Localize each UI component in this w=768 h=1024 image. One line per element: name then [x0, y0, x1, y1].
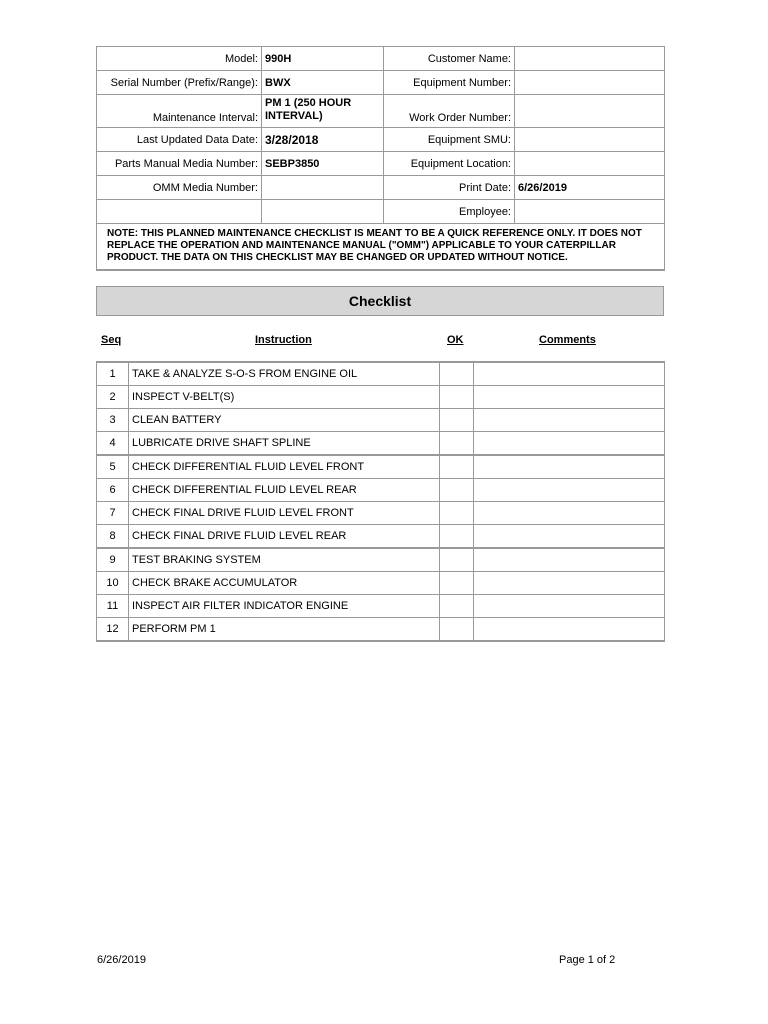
seq-cell: 3	[97, 409, 129, 432]
blank-label	[97, 200, 262, 224]
seq-cell: 12	[97, 618, 129, 642]
comments-column-header: Comments	[539, 334, 596, 346]
seq-cell: 2	[97, 386, 129, 409]
ok-cell[interactable]	[440, 548, 474, 572]
ok-cell[interactable]	[440, 618, 474, 642]
equipment-location-value	[515, 152, 665, 176]
checklist-table	[96, 361, 665, 642]
serial-number-value: BWX	[262, 71, 384, 95]
last-updated-label: Last Updated Data Date:	[97, 128, 262, 152]
note-row	[97, 224, 665, 271]
instruction-cell: CHECK DIFFERENTIAL FLUID LEVEL REAR	[129, 479, 440, 502]
table-row	[97, 455, 665, 479]
instruction-cell: CHECK BRAKE ACCUMULATOR	[129, 572, 440, 595]
comments-cell[interactable]	[474, 479, 665, 502]
parts-manual-label: Parts Manual Media Number:	[97, 152, 262, 176]
instruction-cell: CHECK FINAL DRIVE FLUID LEVEL FRONT	[129, 502, 440, 525]
comments-cell[interactable]	[474, 595, 665, 618]
instruction-cell: INSPECT AIR FILTER INDICATOR ENGINE	[129, 595, 440, 618]
ok-cell[interactable]	[440, 572, 474, 595]
info-row	[97, 128, 665, 152]
info-row	[97, 47, 665, 71]
instruction-cell: CHECK FINAL DRIVE FLUID LEVEL REAR	[129, 525, 440, 549]
checklist-title: Checklist	[96, 286, 664, 316]
maintenance-interval-value: PM 1 (250 HOUR INTERVAL)	[262, 95, 384, 128]
maintenance-interval-label: Maintenance Interval:	[97, 95, 262, 128]
instruction-cell: CLEAN BATTERY	[129, 409, 440, 432]
ok-cell[interactable]	[440, 479, 474, 502]
equipment-smu-label: Equipment SMU:	[384, 128, 515, 152]
ok-column-header: OK	[447, 334, 464, 346]
comments-cell[interactable]	[474, 525, 665, 549]
comments-cell[interactable]	[474, 409, 665, 432]
last-updated-value: 3/28/2018	[262, 128, 384, 152]
table-row	[97, 572, 665, 595]
seq-cell: 7	[97, 502, 129, 525]
customer-name-label: Customer Name:	[384, 47, 515, 71]
comments-cell[interactable]	[474, 386, 665, 409]
ok-cell[interactable]	[440, 502, 474, 525]
seq-cell: 4	[97, 432, 129, 456]
seq-column-header: Seq	[101, 334, 122, 346]
table-row	[97, 618, 665, 642]
work-order-number-label: Work Order Number:	[384, 95, 515, 128]
table-row	[97, 409, 665, 432]
info-row	[97, 200, 665, 224]
page-number: Page 1 of 2	[559, 954, 616, 966]
comments-cell[interactable]	[474, 548, 665, 572]
employee-label: Employee:	[384, 200, 515, 224]
comments-cell[interactable]	[474, 618, 665, 642]
info-row	[97, 71, 665, 95]
table-row	[97, 479, 665, 502]
serial-number-label: Serial Number (Prefix/Range):	[97, 71, 262, 95]
table-row	[97, 548, 665, 572]
info-row	[97, 95, 665, 128]
table-row	[97, 595, 665, 618]
customer-name-value	[515, 47, 665, 71]
print-date-label: Print Date:	[384, 176, 515, 200]
work-order-number-value	[515, 95, 665, 128]
table-row	[97, 432, 665, 456]
footer-date: 6/26/2019	[97, 954, 146, 966]
print-date-value: 6/26/2019	[515, 176, 665, 200]
ok-cell[interactable]	[440, 525, 474, 549]
ok-cell[interactable]	[440, 409, 474, 432]
info-row	[97, 152, 665, 176]
table-row	[97, 502, 665, 525]
seq-cell: 5	[97, 455, 129, 479]
instruction-column-header: Instruction	[255, 334, 312, 346]
equipment-number-value	[515, 71, 665, 95]
comments-cell[interactable]	[474, 502, 665, 525]
seq-cell: 9	[97, 548, 129, 572]
table-row	[97, 525, 665, 549]
disclaimer-note: NOTE: THIS PLANNED MAINTENANCE CHECKLIST IS MEANT TO BE A QUICK REFERENCE ONLY. IT DOES NOT REPLACE THE OPERATION AND MAINTENANCE MANUAL ("OMM") APPLICABLE TO YOUR CATERPILLAR PRODUCT. THE DATA ON THIS CHECKLIST MAY BE CHANGED OR UPDATED WITHOUT NOTICE.	[97, 224, 665, 271]
blank-value	[262, 200, 384, 224]
parts-manual-value: SEBP3850	[262, 152, 384, 176]
ok-cell[interactable]	[440, 362, 474, 386]
ok-cell[interactable]	[440, 455, 474, 479]
table-row	[97, 386, 665, 409]
seq-cell: 6	[97, 479, 129, 502]
seq-cell: 8	[97, 525, 129, 549]
instruction-cell: CHECK DIFFERENTIAL FLUID LEVEL FRONT	[129, 455, 440, 479]
ok-cell[interactable]	[440, 595, 474, 618]
seq-cell: 10	[97, 572, 129, 595]
seq-cell: 1	[97, 362, 129, 386]
employee-value	[515, 200, 665, 224]
equipment-info-table	[96, 46, 665, 271]
ok-cell[interactable]	[440, 386, 474, 409]
ok-cell[interactable]	[440, 432, 474, 456]
instruction-cell: TEST BRAKING SYSTEM	[129, 548, 440, 572]
comments-cell[interactable]	[474, 455, 665, 479]
omm-media-value	[262, 176, 384, 200]
instruction-cell: PERFORM PM 1	[129, 618, 440, 642]
comments-cell[interactable]	[474, 432, 665, 456]
instruction-cell: TAKE & ANALYZE S-O-S FROM ENGINE OIL	[129, 362, 440, 386]
info-row	[97, 176, 665, 200]
omm-media-label: OMM Media Number:	[97, 176, 262, 200]
instruction-cell: INSPECT V-BELT(S)	[129, 386, 440, 409]
comments-cell[interactable]	[474, 572, 665, 595]
model-value: 990H	[262, 47, 384, 71]
table-row	[97, 362, 665, 386]
equipment-number-label: Equipment Number:	[384, 71, 515, 95]
comments-cell[interactable]	[474, 362, 665, 386]
seq-cell: 11	[97, 595, 129, 618]
equipment-smu-value	[515, 128, 665, 152]
model-label: Model:	[97, 47, 262, 71]
instruction-cell: LUBRICATE DRIVE SHAFT SPLINE	[129, 432, 440, 456]
equipment-location-label: Equipment Location:	[384, 152, 515, 176]
